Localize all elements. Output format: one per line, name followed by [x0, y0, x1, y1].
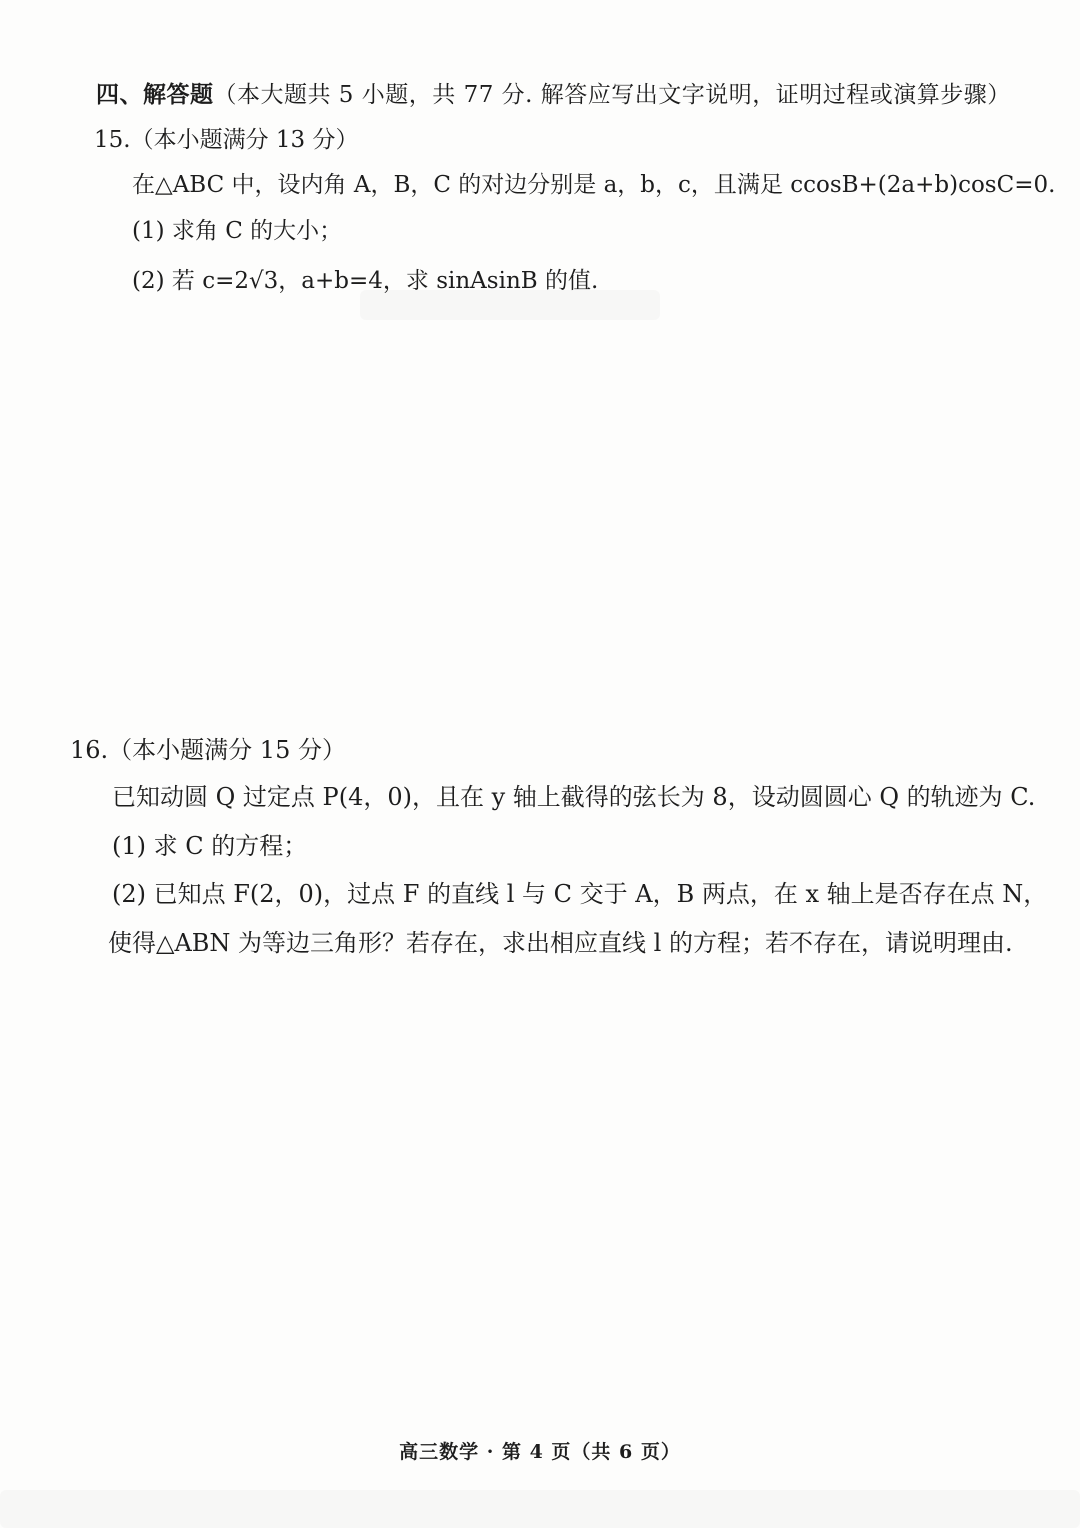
question-16-stem: 已知动圆 Q 过定点 P(4，0)，且在 y 轴上截得的弦长为 8，设动圆圆心 Q 的轨迹为 C. — [112, 783, 1036, 811]
page-footer: 高三数学 · 第 4 页（共 6 页） — [399, 1441, 681, 1463]
question-16-part-2-continued: 使得△ABN 为等边三角形？若存在，求出相应直线 l 的方程；若不存在，请说明理由. — [108, 929, 1013, 957]
question-16-title: 16.（本小题满分 15 分） — [70, 736, 346, 764]
question-15-title: 15.（本小题满分 13 分） — [94, 127, 359, 153]
question-16-part-1: (1) 求 C 的方程； — [112, 832, 308, 860]
question-16-part-2: (2) 已知点 F(2，0)，过点 F 的直线 l 与 C 交于 A，B 两点，在 x 轴上是否存在点 N， — [112, 880, 1048, 908]
question-15-part-2: (2) 若 c=2√3，a+b=4，求 sinAsinB 的值. — [132, 268, 599, 294]
question-15-stem: 在△ABC 中，设内角 A，B，C 的对边分别是 a，b，c，且满足 ccosB+(2a+b)cosC=0. — [132, 172, 1056, 198]
question-15-part-1: (1) 求角 C 的大小； — [132, 218, 343, 244]
section-heading — [96, 76, 1011, 109]
scan-smudge — [0, 1490, 1080, 1528]
section-title: 四、解答题 — [96, 81, 214, 108]
section-note: （本大题共 5 小题，共 77 分. 解答应写出文字说明，证明过程或演算步骤） — [213, 82, 1011, 108]
